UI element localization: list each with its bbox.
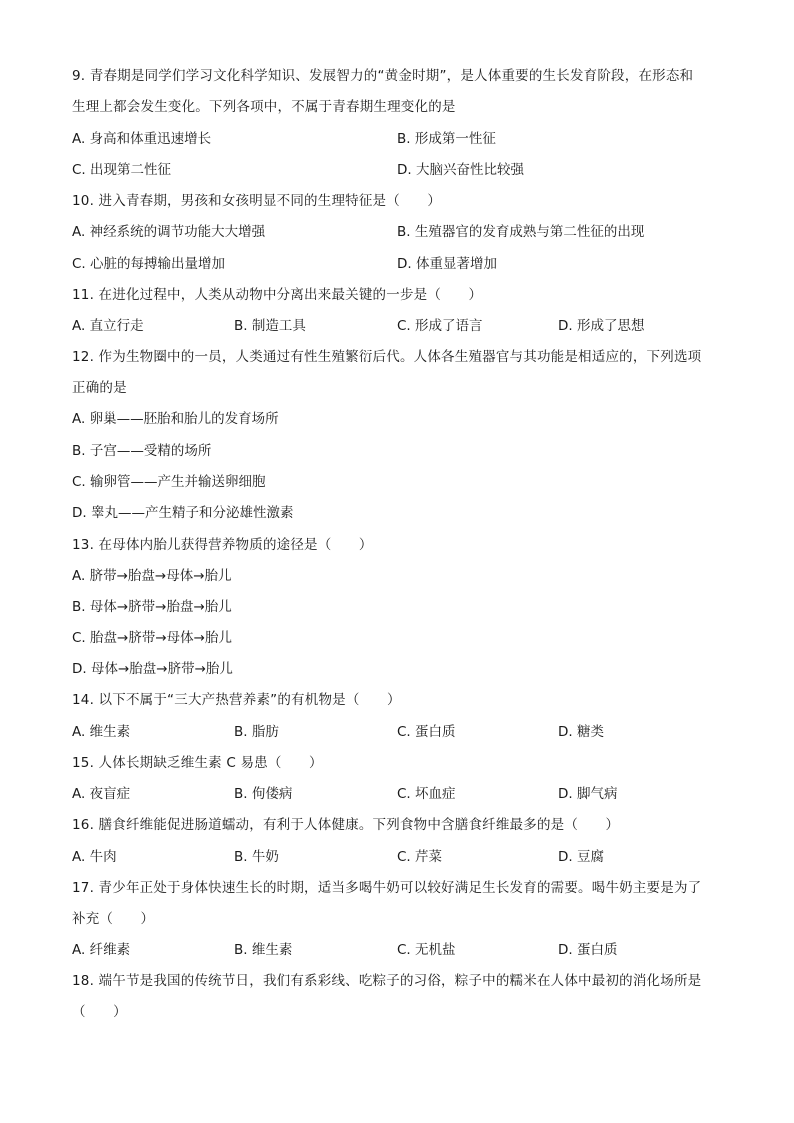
question-10-stem-line-1: 10. 进入青春期，男孩和女孩明显不同的生理特征是（ ）: [72, 193, 442, 209]
question-13-option-c: C. 胎盘→脐带→母体→胎儿: [72, 630, 232, 646]
question-17-stem-line-2: 补充（ ）: [72, 911, 155, 927]
question-10-option-c: C. 心脏的每搏输出量增加: [72, 256, 226, 272]
question-14-stem-line-1: 14. 以下不属于“三大产热营养素”的有机物是（ ）: [72, 692, 401, 708]
question-9-option-d: D. 大脑兴奋性比较强: [397, 162, 524, 178]
question-15-option-c: C. 坏血症: [397, 786, 456, 802]
question-11-option-d: D. 形成了思想: [558, 318, 645, 334]
question-15-option-a: A. 夜盲症: [72, 786, 131, 802]
question-13-option-b: B. 母体→脐带→胎盘→胎儿: [72, 599, 232, 615]
question-12-option-b: B. 子宫——受精的场所: [72, 443, 212, 459]
question-13-option-d: D. 母体→胎盘→脐带→胎儿: [72, 661, 233, 677]
question-16-option-d: D. 豆腐: [558, 849, 604, 865]
question-17-option-c: C. 无机盐: [397, 942, 456, 958]
question-16-option-b: B. 牛奶: [234, 849, 279, 865]
question-9-option-b: B. 形成第一性征: [397, 131, 496, 147]
question-15-option-d: D. 脚气病: [558, 786, 618, 802]
question-9-option-c: C. 出现第二性征: [72, 162, 172, 178]
question-18-stem-line-2: （ ）: [72, 1004, 127, 1020]
question-15-stem-line-1: 15. 人体长期缺乏维生素 C 易患（ ）: [72, 755, 323, 771]
question-17-option-d: D. 蛋白质: [558, 942, 618, 958]
question-17-option-a: A. 纤维素: [72, 942, 131, 958]
question-13-option-a: A. 脐带→胎盘→母体→胎儿: [72, 568, 232, 584]
question-9-option-a: A. 身高和体重迅速增长: [72, 131, 212, 147]
question-12-option-d: D. 睾丸——产生精子和分泌雄性激素: [72, 505, 294, 521]
question-12-option-a: A. 卵巢——胚胎和胎儿的发育场所: [72, 411, 279, 427]
question-12-stem-line-1: 12. 作为生物圈中的一员，人类通过有性生殖繁衍后代。人体各生殖器官与其功能是相适应的，下列选项: [72, 349, 702, 365]
question-9-stem-line-1: 9. 青春期是同学们学习文化科学知识、发展智力的“黄金时期”，是人体重要的生长发育阶段，在形态和: [72, 68, 694, 84]
question-18-stem-line-1: 18. 端午节是我国的传统节日，我们有系彩线、吃粽子的习俗，粽子中的糯米在人体中最初的消化场所是: [72, 973, 702, 989]
question-11-stem-line-1: 11. 在进化过程中，人类从动物中分离出来最关键的一步是（ ）: [72, 287, 483, 303]
question-9-stem-line-2: 生理上都会发生变化。下列各项中，不属于青春期生理变化的是: [72, 99, 456, 115]
question-16-stem-line-1: 16. 膳食纤维能促进肠道蠕动，有利于人体健康。下列食物中含膳食纤维最多的是（ ）: [72, 817, 620, 833]
question-14-option-b: B. 脂肪: [234, 724, 279, 740]
question-10-option-a: A. 神经系统的调节功能大大增强: [72, 224, 266, 240]
question-16-option-c: C. 芹菜: [397, 849, 443, 865]
question-10-option-d: D. 体重显著增加: [397, 256, 497, 272]
question-15-option-b: B. 佝偻病: [234, 786, 293, 802]
question-16-option-a: A. 牛肉: [72, 849, 117, 865]
question-11-option-c: C. 形成了语言: [397, 318, 483, 334]
question-11-option-a: A. 直立行走: [72, 318, 144, 334]
question-13-stem-line-1: 13. 在母体内胎儿获得营养物质的途径是（ ）: [72, 537, 373, 553]
question-17-stem-line-1: 17. 青少年正处于身体快速生长的时期，适当多喝牛奶可以较好满足生长发育的需要。喝牛奶主要是为了: [72, 880, 702, 896]
question-14-option-d: D. 糖类: [558, 724, 604, 740]
question-14-option-c: C. 蛋白质: [397, 724, 456, 740]
question-12-stem-line-2: 正确的是: [72, 380, 127, 396]
question-11-option-b: B. 制造工具: [234, 318, 306, 334]
question-10-option-b: B. 生殖器官的发育成熟与第二性征的出现: [397, 224, 645, 240]
question-12-option-c: C. 输卵管——产生并输送卵细胞: [72, 474, 266, 490]
question-17-option-b: B. 维生素: [234, 942, 293, 958]
question-14-option-a: A. 维生素: [72, 724, 131, 740]
